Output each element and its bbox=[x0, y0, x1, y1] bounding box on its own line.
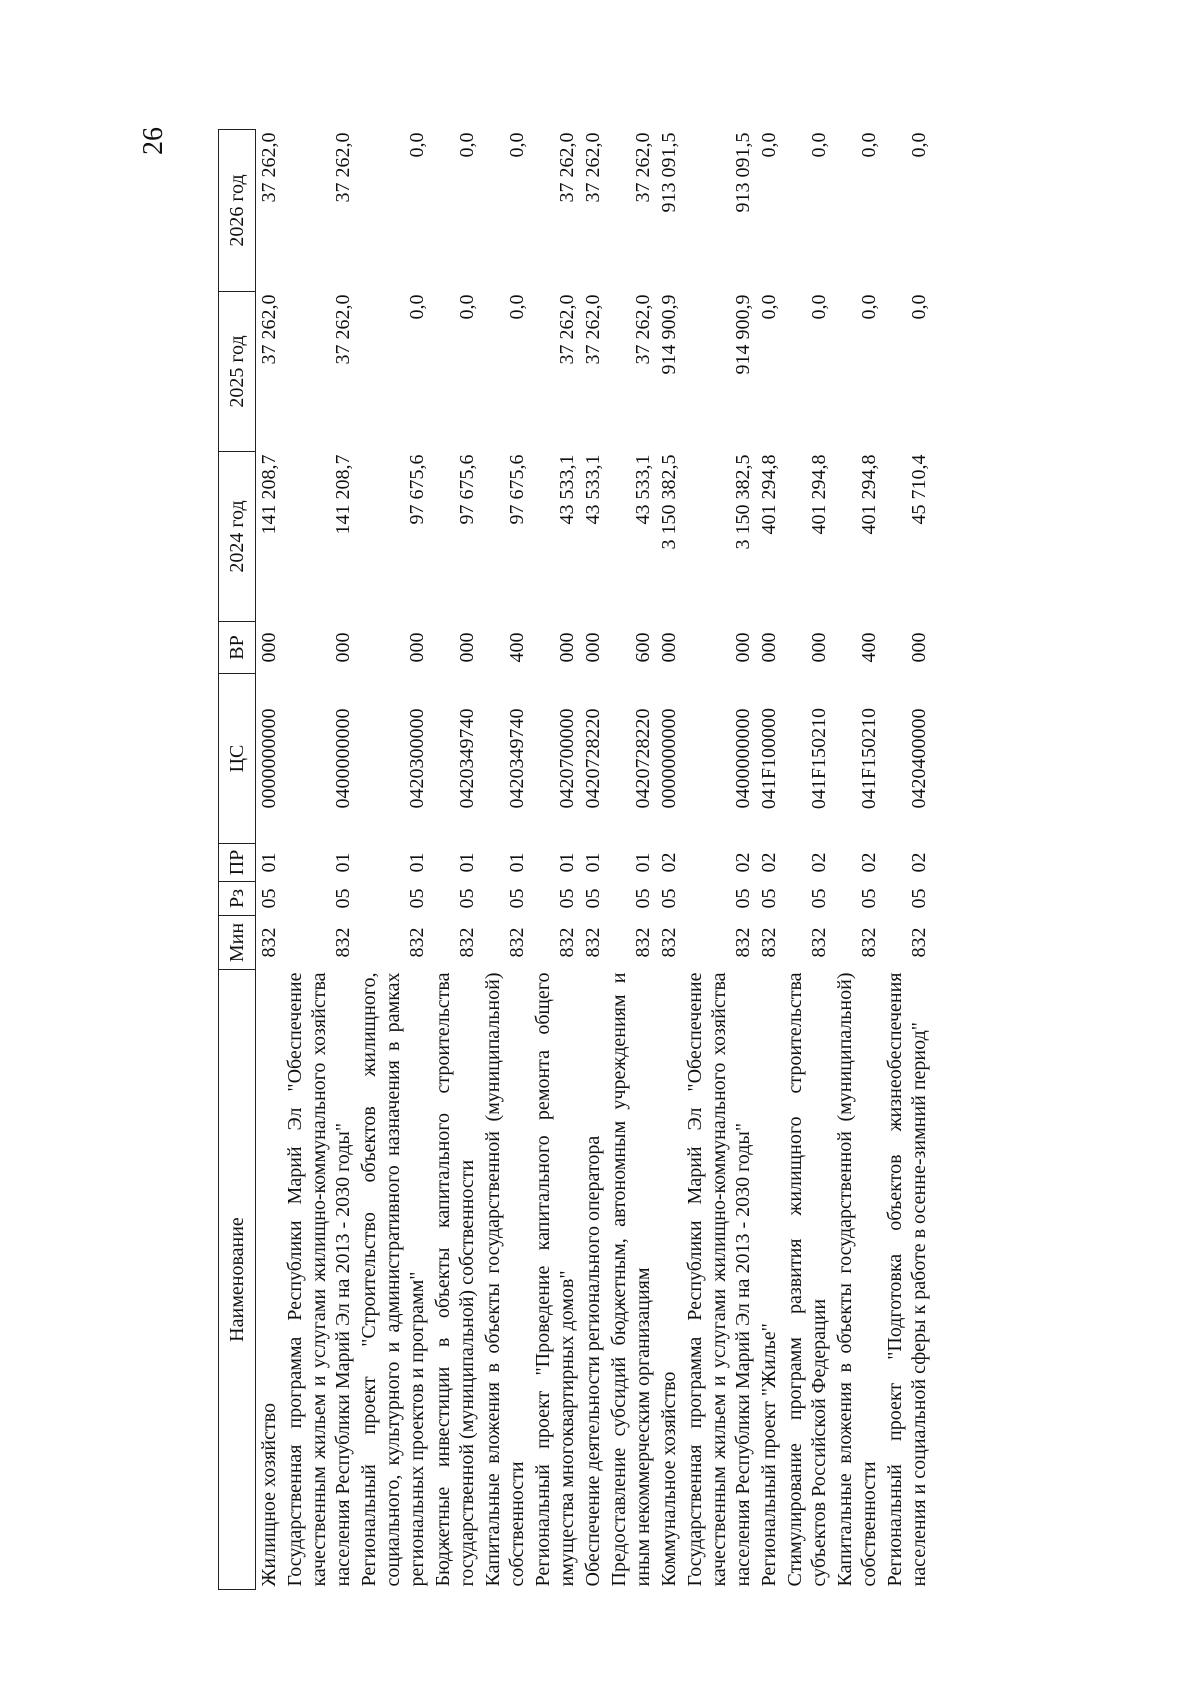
row-name: Государственная программа Республики Марий Эл "Обеспечение качественным жильем и услугами жилищно-коммунального хозяйства населения Республики Марий Эл на 2013 - 2030 годы" bbox=[684, 972, 754, 1587]
row-2026: 37 262,0 bbox=[556, 132, 578, 203]
row-rz: 05 bbox=[582, 888, 604, 909]
row-2026: 37 262,0 bbox=[632, 132, 654, 203]
row-2026: 0,0 bbox=[908, 132, 930, 158]
row-2025: 37 262,0 bbox=[582, 294, 604, 365]
table-row bbox=[256, 130, 283, 1590]
row-vr: 000 bbox=[556, 632, 578, 663]
row-2024: 401 294,8 bbox=[808, 454, 830, 535]
row-name: Региональный проект "Строительство объектов жилищного, социального, культурного и административного назначения в рамках региональных проектов и программ" bbox=[358, 972, 428, 1587]
row-min: 832 bbox=[858, 927, 880, 958]
row-pr: 01 bbox=[456, 852, 478, 873]
row-2025: 0,0 bbox=[758, 294, 780, 320]
row-pr: 01 bbox=[632, 852, 654, 873]
row-vr: 600 bbox=[632, 632, 654, 663]
row-name: Коммунальное хозяйство bbox=[658, 1371, 680, 1587]
row-cs: 0420349740 bbox=[506, 708, 528, 809]
row-name: Региональный проект "Проведение капитального ремонта общего имущества многоквартирных домов" bbox=[532, 972, 578, 1587]
table-row bbox=[356, 130, 430, 1590]
row-2025: 0,0 bbox=[858, 294, 880, 320]
row-vr: 000 bbox=[658, 632, 680, 663]
row-pr: 01 bbox=[506, 852, 528, 873]
header-2026: 2026 год bbox=[219, 130, 256, 292]
row-2026: 37 262,0 bbox=[258, 132, 280, 203]
row-rz: 05 bbox=[406, 888, 428, 909]
row-vr: 000 bbox=[908, 632, 930, 663]
row-rz: 05 bbox=[332, 888, 354, 909]
table-row bbox=[782, 130, 832, 1590]
row-pr: 02 bbox=[858, 852, 880, 873]
row-min: 832 bbox=[556, 927, 578, 958]
table-row bbox=[430, 130, 480, 1590]
row-vr: 000 bbox=[582, 632, 604, 663]
table-row bbox=[682, 130, 756, 1590]
row-name: Стимулирование программ развития жилищного строительства субъектов Российской Федерации bbox=[784, 972, 830, 1587]
table-row bbox=[530, 130, 580, 1590]
row-name: Обеспечение деятельности регионального оператора bbox=[582, 1135, 604, 1587]
row-cs: 041F100000 bbox=[758, 707, 780, 810]
row-2026: 0,0 bbox=[506, 132, 528, 158]
row-2024: 401 294,8 bbox=[758, 454, 780, 535]
row-vr: 000 bbox=[758, 632, 780, 663]
row-2025: 0,0 bbox=[506, 294, 528, 320]
row-rz: 05 bbox=[732, 888, 754, 909]
row-min: 832 bbox=[908, 927, 930, 958]
table-row bbox=[580, 130, 606, 1590]
row-cs: 0000000000 bbox=[258, 708, 280, 809]
row-2025: 914 900,9 bbox=[732, 294, 754, 375]
page-number: 26 bbox=[138, 127, 169, 155]
row-2024: 97 675,6 bbox=[506, 454, 528, 525]
row-vr: 000 bbox=[406, 632, 428, 663]
row-rz: 05 bbox=[456, 888, 478, 909]
row-2025: 37 262,0 bbox=[258, 294, 280, 365]
table-row bbox=[656, 130, 682, 1590]
row-2025: 0,0 bbox=[808, 294, 830, 320]
row-2026: 913 091,5 bbox=[732, 132, 754, 213]
row-2024: 3 150 382,5 bbox=[732, 454, 754, 550]
row-2025: 0,0 bbox=[908, 294, 930, 320]
row-cs: 0400000000 bbox=[732, 708, 754, 809]
row-cs: 0420349740 bbox=[456, 708, 478, 809]
row-name: Жилищное хозяйство bbox=[258, 1403, 280, 1587]
row-2026: 0,0 bbox=[808, 132, 830, 158]
row-cs: 0420728220 bbox=[632, 708, 654, 809]
row-2025: 0,0 bbox=[456, 294, 478, 320]
row-rz: 05 bbox=[506, 888, 528, 909]
row-2026: 0,0 bbox=[858, 132, 880, 158]
table-row bbox=[282, 130, 356, 1590]
row-rz: 05 bbox=[556, 888, 578, 909]
row-2024: 43 533,1 bbox=[632, 454, 654, 525]
row-cs: 0000000000 bbox=[658, 708, 680, 809]
header-vr: ВР bbox=[219, 622, 256, 674]
row-2026: 0,0 bbox=[406, 132, 428, 158]
table-row bbox=[606, 130, 656, 1590]
row-rz: 05 bbox=[808, 888, 830, 909]
row-pr: 01 bbox=[332, 852, 354, 873]
row-2026: 0,0 bbox=[456, 132, 478, 158]
row-min: 832 bbox=[582, 927, 604, 958]
row-min: 832 bbox=[406, 927, 428, 958]
row-cs: 0420300000 bbox=[406, 708, 428, 809]
row-pr: 02 bbox=[758, 852, 780, 873]
row-pr: 02 bbox=[908, 852, 930, 873]
row-min: 832 bbox=[732, 927, 754, 958]
budget-table bbox=[218, 129, 932, 1590]
row-name: Региональный проект "Подготовка объектов жизнеобеспечения населения и социальной сферы к работе в осенне-зимний период" bbox=[884, 972, 930, 1587]
row-2024: 97 675,6 bbox=[406, 454, 428, 525]
row-vr: 400 bbox=[858, 632, 880, 663]
row-2026: 37 262,0 bbox=[332, 132, 354, 203]
row-cs: 041F150210 bbox=[808, 707, 830, 810]
row-2026: 0,0 bbox=[758, 132, 780, 158]
row-cs: 0420400000 bbox=[908, 708, 930, 809]
row-pr: 01 bbox=[406, 852, 428, 873]
row-vr: 000 bbox=[808, 632, 830, 663]
row-rz: 05 bbox=[658, 888, 680, 909]
row-2024: 141 208,7 bbox=[258, 454, 280, 535]
table-row bbox=[882, 130, 932, 1590]
row-min: 832 bbox=[258, 927, 280, 958]
row-name: Капитальные вложения в объекты государственной (муниципальной) собственности bbox=[834, 972, 880, 1587]
row-name: Предоставление субсидий бюджетным, автономным учреждениям и иным некоммерческим организациям bbox=[608, 972, 654, 1587]
row-2024: 141 208,7 bbox=[332, 454, 354, 535]
header-name: Наименование bbox=[219, 970, 256, 1590]
row-2025: 37 262,0 bbox=[632, 294, 654, 365]
row-rz: 05 bbox=[258, 888, 280, 909]
row-2025: 914 900,9 bbox=[658, 294, 680, 375]
row-rz: 05 bbox=[908, 888, 930, 909]
rotated-table-container bbox=[218, 130, 1038, 1590]
header-2025: 2025 год bbox=[219, 292, 256, 452]
row-rz: 05 bbox=[858, 888, 880, 909]
row-pr: 01 bbox=[556, 852, 578, 873]
row-2024: 3 150 382,5 bbox=[658, 454, 680, 550]
row-name: Государственная программа Республики Марий Эл "Обеспечение качественным жильем и услугами жилищно-коммунального хозяйства населения Республики Марий Эл на 2013 - 2030 годы" bbox=[284, 972, 354, 1587]
row-min: 832 bbox=[808, 927, 830, 958]
row-min: 832 bbox=[758, 927, 780, 958]
header-row bbox=[219, 130, 256, 1590]
row-2025: 0,0 bbox=[406, 294, 428, 320]
row-2024: 45 710,4 bbox=[908, 454, 930, 525]
row-rz: 05 bbox=[632, 888, 654, 909]
row-2024: 43 533,1 bbox=[556, 454, 578, 525]
row-pr: 02 bbox=[732, 852, 754, 873]
row-2025: 37 262,0 bbox=[556, 294, 578, 365]
row-2024: 401 294,8 bbox=[858, 454, 880, 535]
row-min: 832 bbox=[506, 927, 528, 958]
row-cs: 0400000000 bbox=[332, 708, 354, 809]
row-min: 832 bbox=[632, 927, 654, 958]
row-vr: 000 bbox=[456, 632, 478, 663]
row-min: 832 bbox=[456, 927, 478, 958]
row-vr: 400 bbox=[506, 632, 528, 663]
header-min: Мин bbox=[219, 916, 256, 970]
table-row bbox=[756, 130, 782, 1590]
row-vr: 000 bbox=[258, 632, 280, 663]
row-name: Капитальные вложения в объекты государственной (муниципальной) собственности bbox=[482, 972, 528, 1587]
row-vr: 000 bbox=[332, 632, 354, 663]
row-name: Региональный проект "Жилье" bbox=[758, 1323, 780, 1587]
header-pr: ПР bbox=[219, 844, 256, 882]
header-rz: Рз bbox=[219, 882, 256, 916]
row-cs: 041F150210 bbox=[858, 707, 880, 810]
row-rz: 05 bbox=[758, 888, 780, 909]
table-row bbox=[480, 130, 530, 1590]
row-pr: 01 bbox=[258, 852, 280, 873]
row-2025: 37 262,0 bbox=[332, 294, 354, 365]
row-pr: 02 bbox=[658, 852, 680, 873]
header-2024: 2024 год bbox=[219, 452, 256, 622]
row-vr: 000 bbox=[732, 632, 754, 663]
row-min: 832 bbox=[332, 927, 354, 958]
table-row bbox=[832, 130, 882, 1590]
header-cs: ЦС bbox=[219, 674, 256, 844]
row-cs: 0420700000 bbox=[556, 708, 578, 809]
row-2024: 43 533,1 bbox=[582, 454, 604, 525]
row-pr: 02 bbox=[808, 852, 830, 873]
row-2024: 97 675,6 bbox=[456, 454, 478, 525]
row-pr: 01 bbox=[582, 852, 604, 873]
row-name: Бюджетные инвестиции в объекты капитального строительства государственной (муниципальной) собственности bbox=[432, 972, 478, 1587]
row-cs: 0420728220 bbox=[582, 708, 604, 809]
row-2026: 913 091,5 bbox=[658, 132, 680, 213]
row-min: 832 bbox=[658, 927, 680, 958]
row-2026: 37 262,0 bbox=[582, 132, 604, 203]
